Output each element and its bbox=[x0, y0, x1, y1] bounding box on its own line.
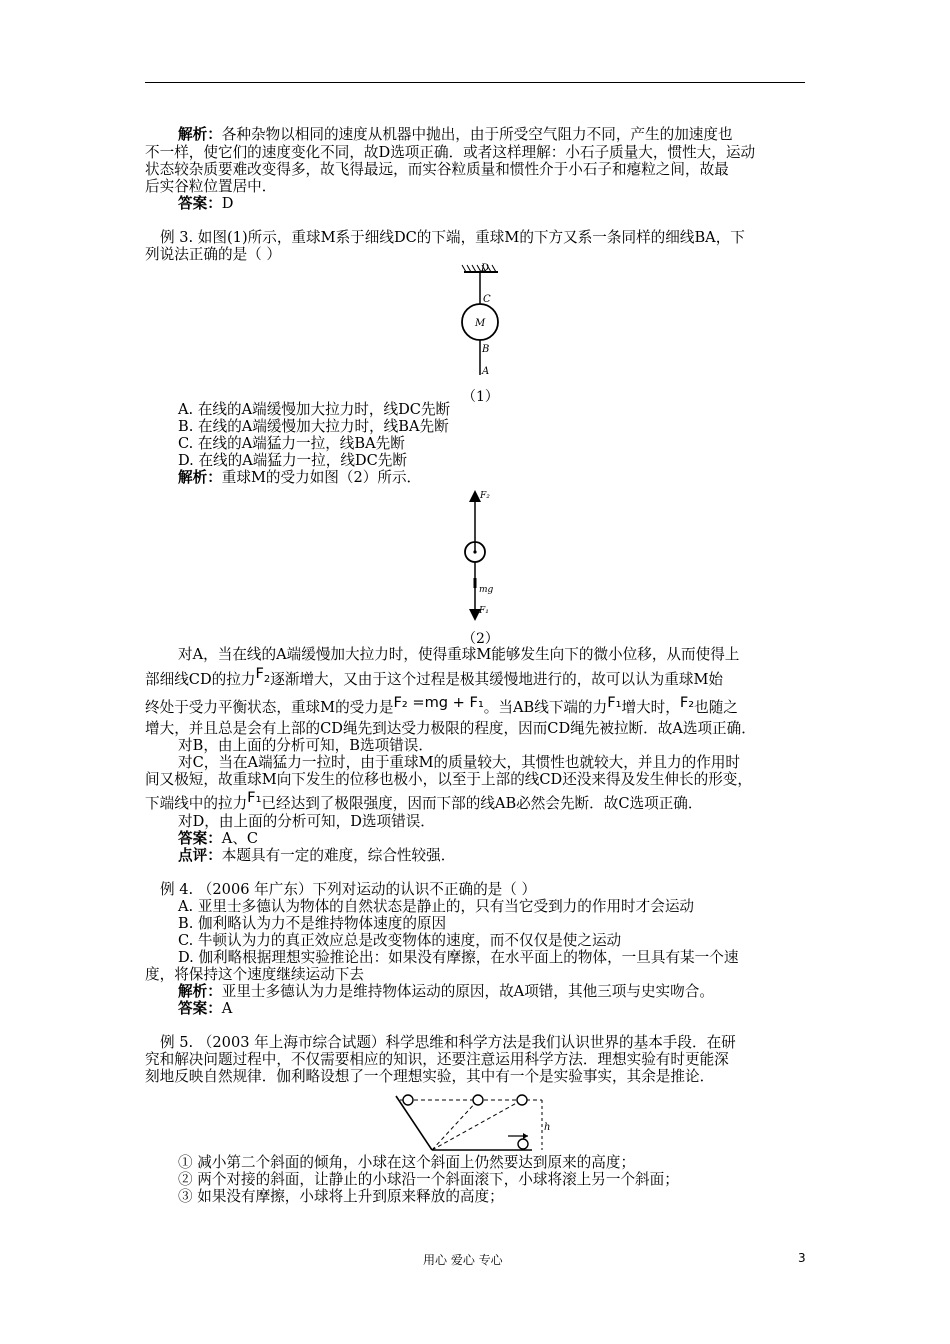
ex3-comment: 点评：本题具有一定的难度，综合性较强． bbox=[178, 847, 456, 864]
ex4-option-b: B. 伽利略认为力不是维持物体速度的原因 bbox=[178, 915, 447, 932]
ex3-title: 例 3. 如图(1)所示，重球M系于细线DC的下端，重球M的下方又系一条同样的细线BA，下 bbox=[160, 229, 745, 246]
ex3-answer: 答案：A、C bbox=[178, 830, 259, 847]
ex4-option-d: D. 伽利略根据理想实验推论出：如果没有摩擦，在水平面上的物体，一旦具有某一个速 bbox=[178, 949, 739, 966]
ex3-option-c: C. 在线的A端猛力一拉，线BA先断 bbox=[178, 435, 405, 452]
header-rule bbox=[145, 82, 805, 83]
figure-3-inclined-planes bbox=[392, 1092, 562, 1154]
ex5-line-1: 例 5. （2003 年上海市综合试题）科学思维和科学方法是我们认识世界的基本手段．在研 bbox=[160, 1034, 736, 1051]
analysis-line-3: 状态较杂质要难改变得多，故飞得最远，而实谷粒质量和惯性介于小石子和瘪粒之间，故最 bbox=[145, 161, 729, 178]
label-M: M bbox=[475, 318, 486, 329]
ex4-option-d-cont: 度，将保持这个速度继续运动下去 bbox=[145, 966, 364, 983]
ex4-analysis: 解析：亚里士多德认为力是维持物体运动的原因，故A项错，其他三项与史实吻合。 bbox=[178, 983, 714, 1000]
analysis-line-1: 解析：各种杂物以相同的速度从机器中抛出，由于所受空气阻力不同，产生的加速度也 bbox=[178, 126, 733, 143]
ex3-para-c-line-1: 对C，当在A端猛力一拉时，由于重球M的质量较大，其惯性也就较大，并且力的作用时 bbox=[178, 754, 741, 771]
ex5-item-1: ① 减小第二个斜面的倾角，小球在这个斜面上仍然要达到原来的高度； bbox=[178, 1154, 636, 1171]
ex3-para-d: 对D，由上面的分析可知，D选项错误． bbox=[178, 813, 435, 830]
ex3-para-a-line-2: 部细线CD的拉力$F_2$逐渐增大，又由于这个过程是极其缓慢地进行的，故可以认为重球M始 bbox=[145, 665, 723, 688]
ex4-title: 例 4. （2006 年广东）下列对运动的认识不正确的是（ ） bbox=[160, 881, 537, 898]
ex3-title-2: 列说法正确的是（ ） bbox=[145, 246, 281, 263]
page-number: 3 bbox=[798, 1251, 806, 1265]
ex4-option-c: C. 牛顿认为力的真正效应总是改变物体的速度，而不仅仅是使之运动 bbox=[178, 932, 622, 949]
ex5-line-2: 究和解决问题过程中，不仅需要相应的知识，还要注意运用科学方法．理想实验有时更能深 bbox=[145, 1051, 729, 1068]
ex3-option-d: D. 在线的A端猛力一拉，线DC先断 bbox=[178, 452, 407, 469]
ex5-line-3: 刻地反映自然规律．伽利略设想了一个理想实验，其中有一个是实验事实，其余是推论． bbox=[145, 1068, 715, 1085]
ex5-item-2: ② 两个对接的斜面，让静止的小球沿一个斜面滚下，小球将滚上另一个斜面； bbox=[178, 1171, 679, 1188]
label-h: h bbox=[544, 1122, 551, 1133]
ex3-para-c-line-3: 下端线中的拉力F₁已经达到了极限强度，因而下部的线AB必然会先断．故C选项正确． bbox=[145, 789, 703, 812]
figure-2-caption: （2） bbox=[462, 631, 499, 647]
ex4-answer: 答案：A bbox=[178, 1000, 233, 1017]
answer-1: 答案：D bbox=[178, 195, 234, 212]
ex3-para-b: 对B，由上面的分析可知，B选项错误． bbox=[178, 737, 433, 754]
label-mg: mg bbox=[479, 585, 494, 595]
ex4-option-a: A. 亚里士多德认为物体的自然状态是静止的，只有当它受到力的作用时才会运动 bbox=[178, 898, 695, 915]
ex3-option-a: A. 在线的A端缓慢加大拉力时，线DC先断 bbox=[178, 401, 451, 418]
ex3-para-a-line-1: 对A，当在线的A端缓慢加大拉力时，使得重球M能够发生向下的微小位移，从而使得上 bbox=[178, 646, 740, 663]
label-F2: F₂ bbox=[480, 491, 490, 501]
ex3-para-a-line-4: 增大，并且总是会有上部的CD绳先到达受力极限的程度，因而CD绳先被拉断．故A选项正确． bbox=[145, 720, 756, 737]
figure-1-ball-on-string bbox=[440, 260, 520, 385]
figure-1-caption: （1） bbox=[462, 389, 499, 405]
figure-2-force-diagram bbox=[450, 488, 510, 628]
analysis-line-4: 后实谷粒位置居中． bbox=[145, 178, 277, 195]
ex5-item-3: ③ 如果没有摩擦，小球将上升到原来释放的高度； bbox=[178, 1188, 504, 1205]
ex3-para-a-line-3: 终处于受力平衡状态，重球M的受力是F₂ =mg + F₁。当AB线下端的力F₁增大时，F₂也随之 bbox=[145, 694, 738, 716]
ex3-analysis: 解析：重球M的受力如图（2）所示． bbox=[178, 469, 422, 486]
label-D: D bbox=[481, 263, 490, 274]
label-A: A bbox=[482, 366, 490, 377]
label-F1: F₁ bbox=[479, 606, 489, 616]
label-C: C bbox=[483, 294, 491, 305]
label-B: B bbox=[482, 344, 490, 355]
footer-text: 用心 爱心 专心 bbox=[423, 1253, 503, 1267]
ex3-option-b: B. 在线的A端缓慢加大拉力时，线BA先断 bbox=[178, 418, 449, 435]
analysis-line-2: 不一样，使它们的速度变化不同，故D选项正确．或者这样理解：小石子质量大，惯性大，运动 bbox=[145, 144, 756, 161]
ex3-para-c-line-2: 间又极短，故重球M向下发生的位移也极小，以至于上部的线CD还没来得及发生伸长的形变， bbox=[145, 771, 752, 788]
